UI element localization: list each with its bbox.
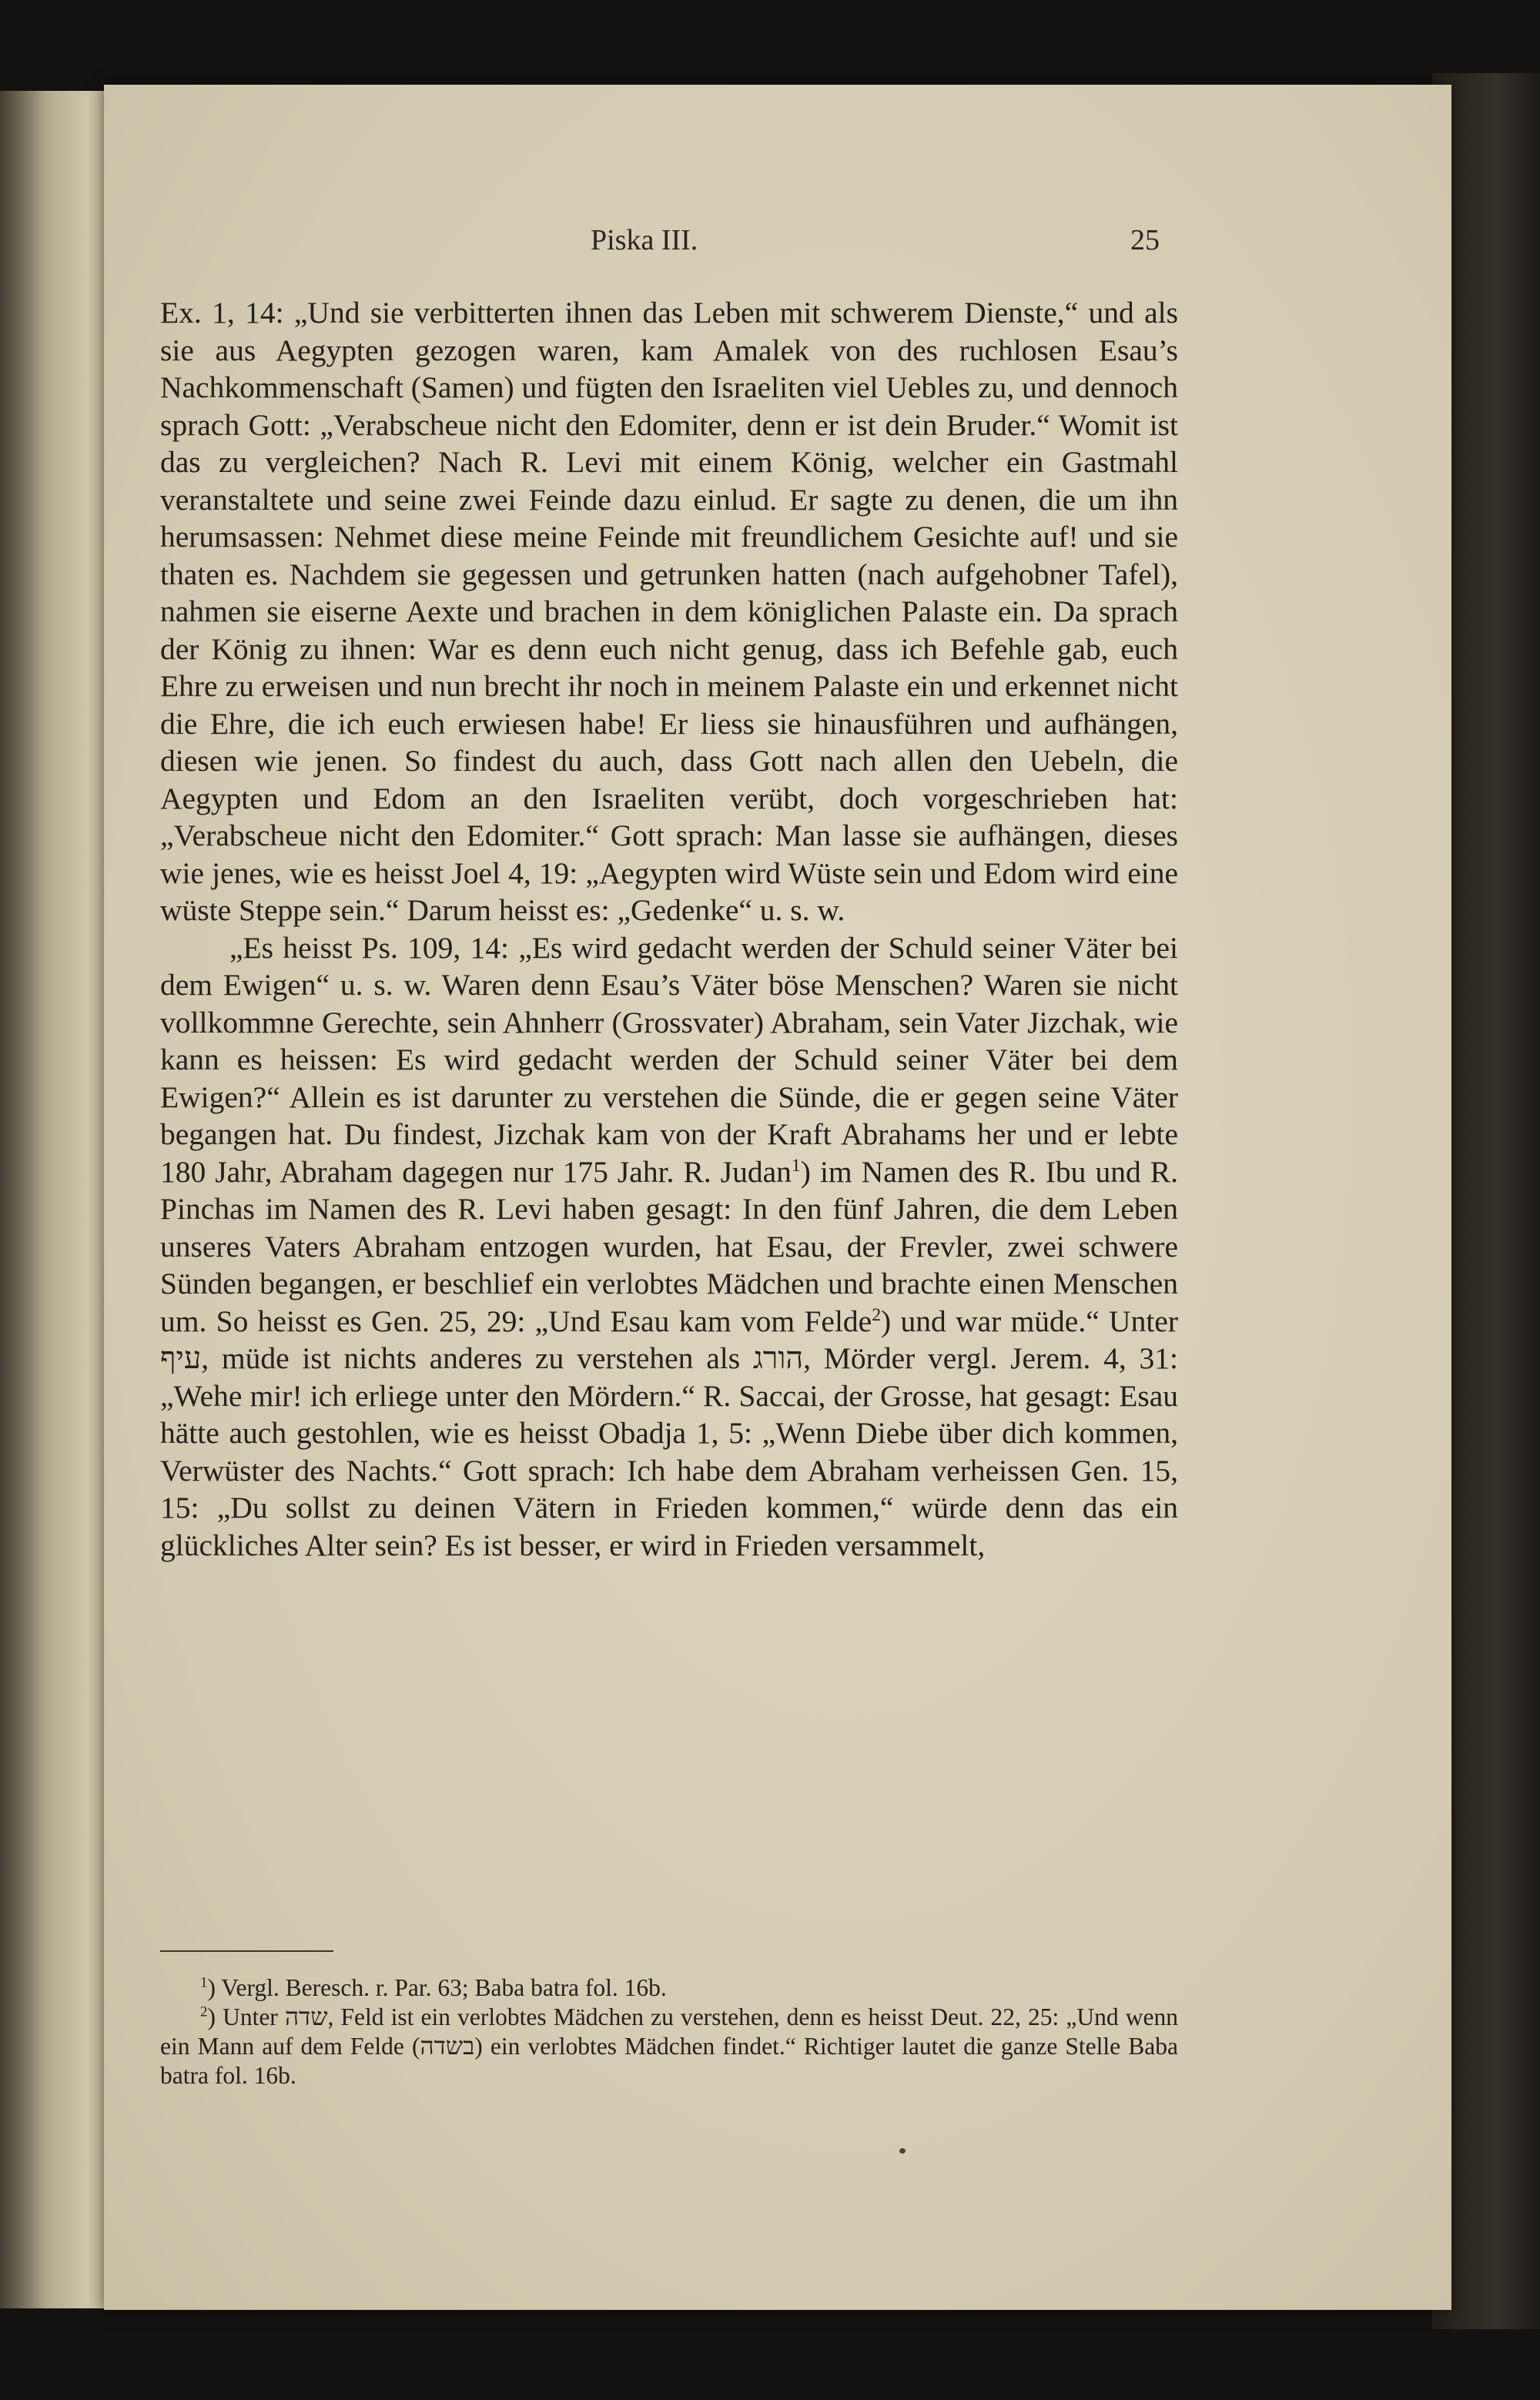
footnote-ref-1: 1: [791, 1155, 801, 1176]
chapter-title: Piska III.: [591, 224, 698, 256]
paragraph-2-part-a: „Es heisst Ps. 109, 14: „Es wird gedacht werden der Schuld seiner Väter bei dem Ewigen“ u. s. w. Waren denn Esau’s Väter böse Menschen? Waren sie nicht vollkommne Gerechte, sein Ahnherr (Grossvater) Abraham, sein Vater Jizchak, wie kann es heissen: Es wird gedacht werden der Schuld seiner Väter bei dem Ewigen?“ Allein es ist darunter zu verstehen die Sünde, die er gegen seine Väter begangen hat. Du findest, Jizchak kam von der Kraft Abrahams her und er lebte 180 Jahr, Abraham dagegen nur 175 Jahr. R. Judan: [160, 930, 1178, 1189]
book-page: [104, 85, 1451, 2310]
footnote-ref-2: 2: [872, 1304, 882, 1325]
paper-speck: [899, 2148, 906, 2154]
paragraph-2: [160, 929, 1178, 1565]
footnote-1: [160, 1973, 1178, 2003]
paragraph-1: Ex. 1, 14: „Und sie verbitterten ihnen das Leben mit schwerem Dienste,“ und als sie aus Aegypten gezogen waren, kam Amalek von des ruchlosen Esau’s Nachkommenschaft (Samen) und fügten den Israeliten viel Uebles zu, und dennoch sprach Gott: „Verabscheue nicht den Edomiter, denn er ist dein Bruder.“ Womit ist das zu vergleichen? Nach R. Levi mit einem König, welcher ein Gastmahl veranstaltete und seine zwei Feinde dazu einlud. Er sagte zu denen, die um ihn herumsassen: Nehmet diese meine Feinde mit freundlichem Gesichte auf! und sie thaten es. Nachdem sie gegessen und getrunken hatten (nach aufgehobner Tafel), nahmen sie eiserne Aexte und brachen in dem königlichen Palaste ein. Da sprach der König zu ihnen: War es denn euch nicht genug, dass ich Befehle gab, euch Ehre zu erweisen und nun brecht ihr noch in meinem Palaste ein und erkennet nicht die Ehre, die ich euch erwiesen habe! Er liess sie hinausführen und aufhängen, diesen wie jenen. So findest du auch, dass Gott nach allen den Uebeln, die Aegypten und Edom an den Israeliten verübt, doch vorgeschrieben hat: „Verabscheue nicht den Edomiter.“ Gott sprach: Man lasse sie aufhängen, dieses wie jenes, wie es heisst Joel 4, 19: „Aegypten wird Wüste sein und Edom wird eine wüste Steppe sein.“ Darum heisst es: „Gedenke“ u. s. w.: [160, 296, 1178, 927]
paragraph-2-part-c: ) und war müde.“ Unter עיף, müde ist nichts anderes zu verstehen als הורג, Mörder vergl. Jerem. 4, 31: „Wehe mir! ich erliege unter den Mördern.“ R. Saccai, der Grosse, hat gesagt: Esau hätte auch gestohlen, wie es heisst Obadja 1, 5: „Wenn Diebe über dich kommen, Verwüster des Nachts.“ Gott sprach: Ich habe dem Abraham verheissen Gen. 15, 15: „Du sollst zu deinen Vätern in Frieden kommen,“ würde denn das ein glückliches Alter sein? Es ist besser, er wird in Frieden versammelt,: [160, 1304, 1179, 1562]
paragraph-2-part-b: ) im Namen des R. Ibu und R. Pinchas im Namen des R. Levi haben gesagt: In den fünf Jahren, die dem Leben unseres Vaters Abraham entzogen wurden, hat Esau, der Frevler, zwei schwere Sünden begangen, er beschlief ein verlobtes Mädchen und brachte einen Menschen um. So heisst es Gen. 25, 29: „Und Esau kam vom Felde: [160, 1154, 1178, 1338]
footnote-2: [160, 2003, 1178, 2090]
footnotes: [160, 1973, 1178, 2090]
footnote-text: ) Unter שדה, Feld ist ein verlobtes Mädchen zu verstehen, denn es heisst Deut. 22, 25: „Und wenn ein Mann auf dem Felde (בשדה) ein verlobtes Mädchen findet.“ Richtiger lautet die ganze Stelle Baba batra fol. 16b.: [160, 2003, 1178, 2089]
footnote-text: ) Vergl. Beresch. r. Par. 63; Baba batra fol. 16b.: [207, 1974, 667, 2001]
page-number: 25: [1130, 224, 1160, 256]
footnote-divider: [160, 1950, 333, 1952]
spine-shadow: [0, 91, 46, 2308]
footnote-marker: 1: [200, 1974, 208, 1991]
body-text: [160, 294, 1178, 1564]
footnote-marker: 2: [200, 2003, 208, 2020]
running-head: [104, 223, 1451, 269]
